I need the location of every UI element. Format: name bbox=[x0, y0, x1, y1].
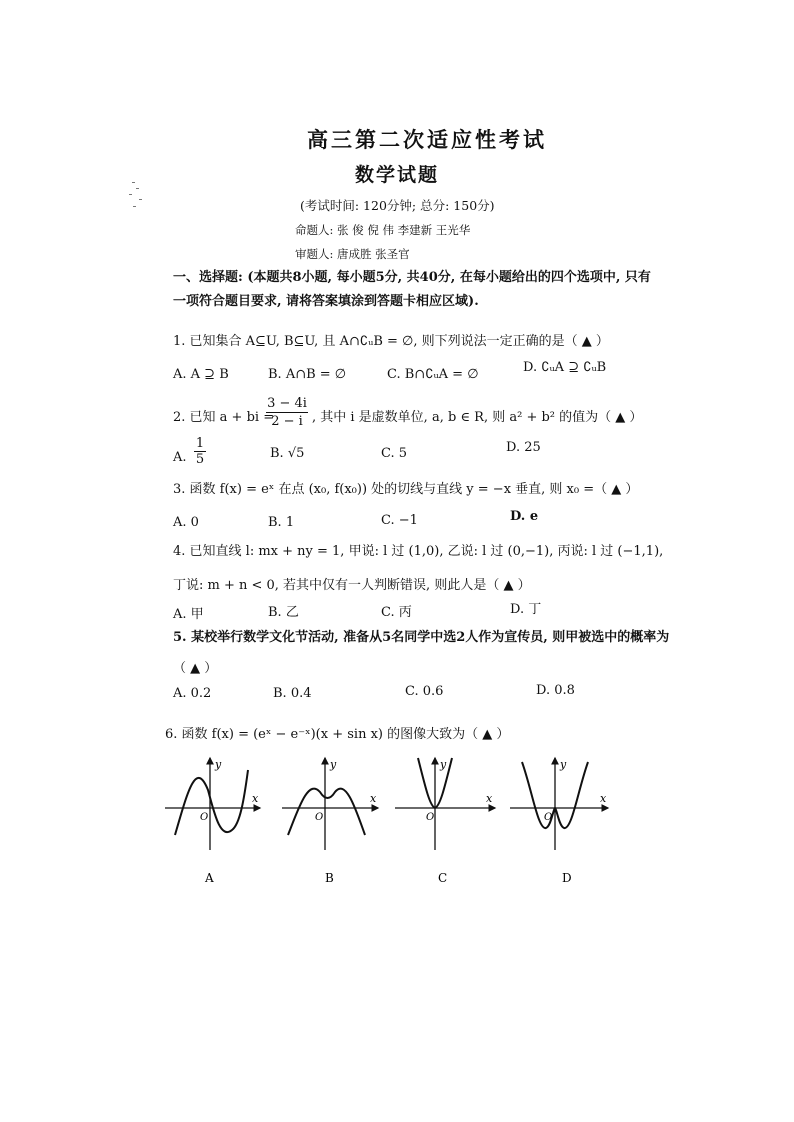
graph-a-x-label: x bbox=[252, 792, 259, 805]
reviewers: 审题人: 唐成胜 张圣官 bbox=[295, 247, 410, 261]
q3-option-c: C. −1 bbox=[381, 513, 418, 528]
graph-a bbox=[165, 758, 260, 885]
q1-option-d: D. ∁ᵤA ⊇ ∁ᵤB bbox=[523, 360, 607, 375]
question-4-stem-line2: 丁说: m + n < 0, 若其中仅有一人判断错误, 则此人是（ ▲ ） bbox=[173, 578, 531, 593]
q2-option-a-label: A. bbox=[173, 450, 187, 465]
q2-option-d: D. 25 bbox=[506, 440, 541, 455]
scan-speck bbox=[136, 188, 139, 189]
q6-graphs bbox=[160, 750, 620, 890]
graph-a-label: A bbox=[205, 871, 214, 885]
q2-option-a-denominator: 5 bbox=[195, 452, 205, 467]
question-1-stem: 1. 已知集合 A⊆U, B⊆U, 且 A∩∁ᵤB = ∅, 则下列说法一定正确的是（ ▲ ） bbox=[173, 334, 609, 349]
graph-d bbox=[510, 758, 608, 885]
q2-option-c: C. 5 bbox=[381, 446, 408, 461]
graph-a-origin: O bbox=[200, 812, 209, 823]
section-heading-line1: 一、选择题: (本题共8小题, 每小题5分, 共40分, 在每小题给出的四个选项中, 只有 bbox=[173, 270, 651, 285]
section-heading-line2: 一项符合题目要求, 请将答案填涂到答题卡相应区域). bbox=[173, 294, 479, 309]
exam-info: (考试时间: 120分钟; 总分: 150分) bbox=[300, 198, 495, 213]
page-subtitle: 数学试题 bbox=[355, 164, 440, 186]
graph-d-x-label: x bbox=[600, 792, 607, 805]
question-2-stem-suffix: , 其中 i 是虚数单位, a, b ∈ R, 则 a² + b² 的值为（ ▲ ） bbox=[312, 410, 643, 425]
q5-option-b: B. 0.4 bbox=[273, 686, 312, 701]
authors: 命题人: 张 俊 倪 伟 李建新 王光华 bbox=[295, 223, 471, 237]
q2-fraction bbox=[266, 396, 308, 429]
graph-c-label: C bbox=[438, 871, 448, 885]
graph-b-curve bbox=[288, 789, 365, 835]
graph-d-y-label: y bbox=[560, 758, 567, 771]
graph-d-origin: O bbox=[544, 812, 553, 823]
q3-option-a: A. 0 bbox=[173, 515, 199, 530]
question-3-stem: 3. 函数 f(x) = eˣ 在点 (x₀, f(x₀)) 处的切线与直线 y = −x 垂直, 则 x₀ =（ ▲ ） bbox=[173, 482, 639, 497]
graph-b-label: B bbox=[325, 871, 334, 885]
graph-b bbox=[282, 758, 378, 885]
scan-speck bbox=[132, 182, 135, 183]
q5-option-c: C. 0.6 bbox=[405, 684, 444, 699]
q1-option-c: C. B∩∁ᵤA = ∅ bbox=[387, 367, 479, 382]
question-2-stem-prefix: 2. 已知 a + bi = bbox=[173, 410, 275, 425]
q3-option-d: D. e bbox=[510, 509, 539, 524]
graph-c-origin: O bbox=[426, 812, 435, 823]
q3-option-b: B. 1 bbox=[268, 515, 295, 530]
graph-a-y-label: y bbox=[215, 758, 222, 771]
graph-b-origin: O bbox=[315, 812, 324, 823]
q2-fraction-numerator: 3 − 4i bbox=[267, 396, 307, 411]
graph-d-label: D bbox=[562, 871, 572, 885]
q5-option-a: A. 0.2 bbox=[173, 686, 212, 701]
graph-b-x-label: x bbox=[370, 792, 377, 805]
question-4-stem: 4. 已知直线 l: mx + ny = 1, 甲说: l 过 (1,0), 乙说: l 过 (0,−1), 丙说: l 过 (−1,1), bbox=[173, 544, 664, 559]
graph-c-x-label: x bbox=[486, 792, 493, 805]
q1-option-b: B. A∩B = ∅ bbox=[268, 367, 347, 382]
graph-a-curve bbox=[175, 770, 248, 835]
q4-option-a: A. 甲 bbox=[173, 607, 204, 622]
graph-c-y-label: y bbox=[440, 758, 447, 771]
graph-b-y-label: y bbox=[330, 758, 337, 771]
q4-option-d: D. 丁 bbox=[510, 602, 542, 617]
q1-option-a: A. A ⊇ B bbox=[173, 367, 229, 382]
question-5-stem: 5. 某校举行数学文化节活动, 准备从5名同学中选2人作为宣传员, 则甲被选中的概率为 bbox=[173, 630, 670, 645]
scan-speck bbox=[139, 199, 142, 200]
q2-option-b: B. √5 bbox=[270, 446, 305, 461]
question-5-stem-line2: （ ▲ ） bbox=[173, 661, 218, 676]
q2-option-a-fraction bbox=[194, 436, 206, 467]
page-title: 高三第二次适应性考试 bbox=[307, 127, 547, 152]
q2-option-a-numerator: 1 bbox=[195, 436, 205, 451]
q2-fraction-denominator: 2 − i bbox=[271, 414, 303, 429]
scan-speck bbox=[129, 194, 132, 195]
scan-speck bbox=[133, 206, 136, 207]
question-6-stem: 6. 函数 f(x) = (eˣ − e⁻ˣ)(x + sin x) 的图像大致为（ ▲ ） bbox=[165, 727, 510, 742]
q4-option-b: B. 乙 bbox=[268, 605, 299, 620]
graph-c bbox=[395, 758, 495, 885]
q5-option-d: D. 0.8 bbox=[536, 683, 575, 698]
q4-option-c: C. 丙 bbox=[381, 605, 412, 620]
